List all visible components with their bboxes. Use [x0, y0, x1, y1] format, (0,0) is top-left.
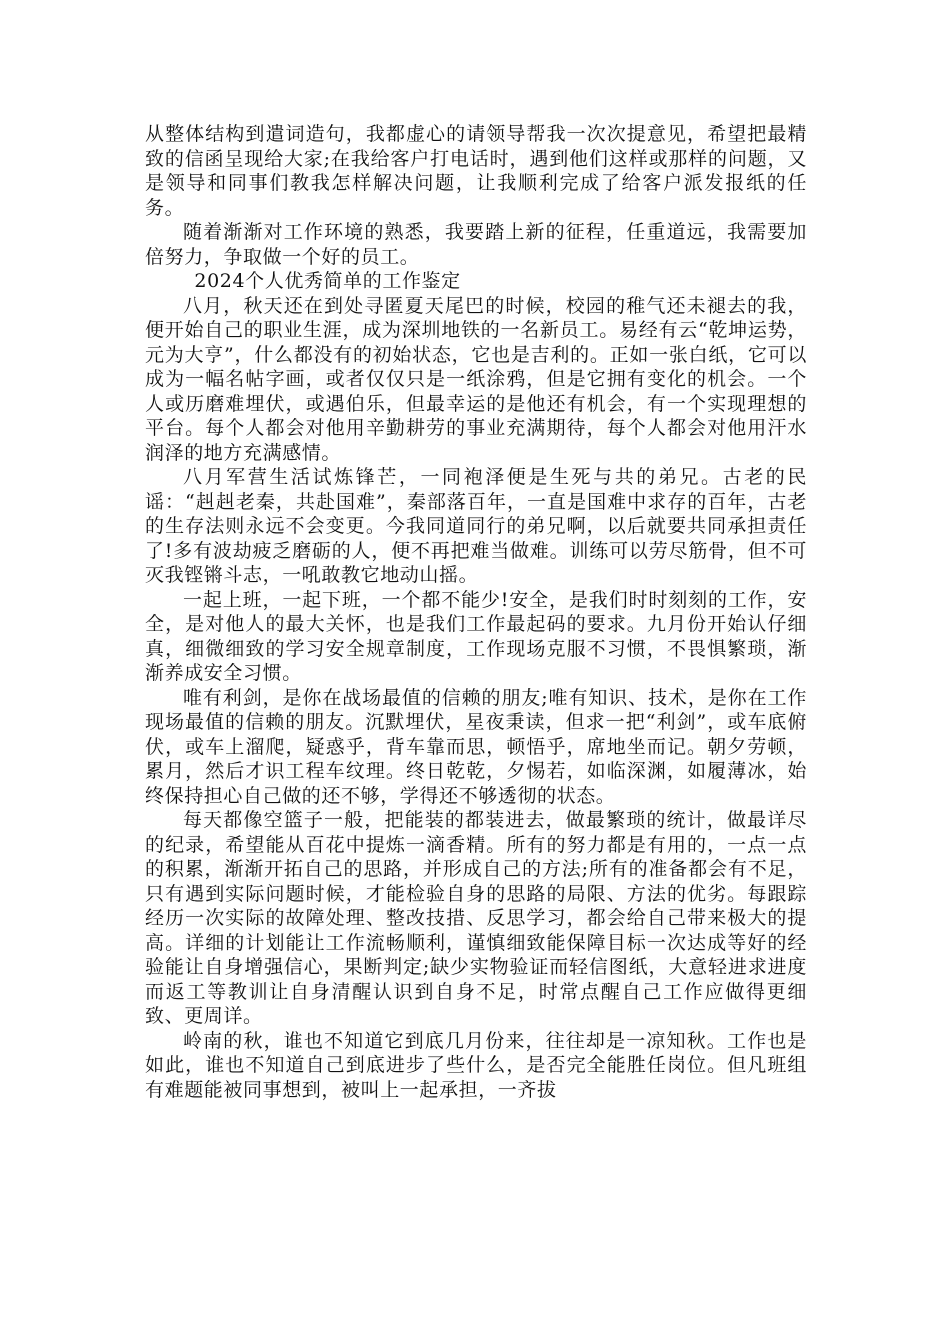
- paragraph-august-start: 八月，秋天还在到处寻匿夏天尾巴的时候，校园的稚气还未褪去的我，便开始自己的职业生涯，成为深圳地铁的一名新员工。易经有云“乾坤运势，元为大亨”，什么都没有的初始状态，它也是吉利的。正如一张白纸，它可以成为一幅名帖字画，或者仅仅只是一纸涂鸦，但是它拥有变化的机会。一个人或历磨难埋伏，或遇伯乐，但最幸运的是他还有机会，有一个实现理想的平台。每个人都会对他用辛勤耕劳的事业充满期待，每个人都会对他用汗水润泽的地方充满感情。: [145, 294, 807, 464]
- paragraph-daily-learning: 每天都像空篮子一般，把能装的都装进去，做最繁琐的统计，做最详尽的纪录，希望能从百花中提炼一滴香精。所有的努力都是有用的，一点一点的积累，渐渐开拓自己的思路，并形成自己的方法;所有的准备都会有不足，只有遇到实际问题时候，才能检验自身的思路的局限、方法的优劣。每跟踪经历一次实际的故障处理、整改技措、反思学习，都会给自己带来极大的提高。详细的计划能让工作流畅顺利，谨慎细致能保障目标一次达成等好的经验能让自身增强信心，果断判定;缺少实物验证而轻信图纸，大意轻进求进度而返工等教训让自身清醒认识到自身不足，时常点醒自己工作应做得更细致、更周详。: [145, 809, 807, 1027]
- paragraph-new-journey: 随着渐渐对工作环境的熟悉，我要踏上新的征程，任重道远，我需要加倍努力，争取做一个好的员工。: [145, 221, 807, 268]
- paragraph-military-training: 八月军营生活试炼锋芒，一同袍泽便是生死与共的弟兄。古老的民谣：“赳赳老秦，共赴国难”，秦部落百年，一直是国难中求存的百年，古老的生存法则永远不会变更。今我同道同行的弟兄啊，以后就要共同承担责任了!多有波劫疲乏磨砺的人，便不再把难当做难。训练可以劳尽筋骨，但不可灭我铿锵斗志，一吼敢教它地动山摇。: [145, 466, 807, 586]
- section-heading: 2024个人优秀简单的工作鉴定: [194, 270, 461, 292]
- paragraph-letter-drafting: 从整体结构到遣词造句，我都虚心的请领导帮我一次次提意见，希望把最精致的信函呈现给大家;在我给客户打电话时，遇到他们这样或那样的问题，又是领导和同事们教我怎样解决问题，让我顺利完成了给客户派发报纸的任务。: [145, 123, 807, 219]
- paragraph-knowledge: 唯有利剑，是你在战场最值的信赖的朋友;唯有知识、技术，是你在工作现场最值的信赖的朋友。沉默埋伏，星夜秉读，但求一把“利剑”，或车底俯伏，或车上溜爬，疑惑乎，背车靠而思，顿悟乎，席地坐而记。朝夕劳顿，累月，然后才识工程车纹理。终日乾乾，夕惕若，如临深渊，如履薄冰，始终保持担心自己做的还不够，学得还不够透彻的状态。: [145, 686, 807, 807]
- paragraph-autumn: 岭南的秋，谁也不知道它到底几月份来，往往却是一凉知秋。工作也是如此，谁也不知道自己到底进步了些什么，是否完全能胜任岗位。但凡班组有难题能被同事想到，被叫上一起承担，一齐拔: [145, 1029, 807, 1101]
- document-page: [145, 122, 807, 1102]
- paragraph-safety: 一起上班，一起下班，一个都不能少!安全，是我们时时刻刻的工作，安全，是对他人的最大关怀，也是我们工作最起码的要求。九月份开始认仔细真，细微细致的学习安全规章制度，工作现场克服不习惯，不畏惧繁琐，渐渐养成安全习惯。: [145, 588, 807, 684]
